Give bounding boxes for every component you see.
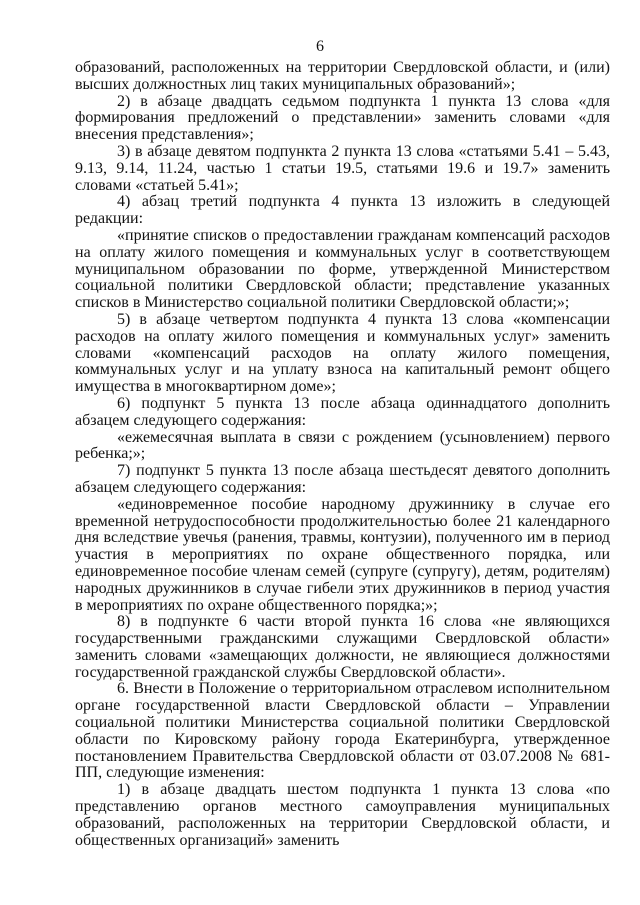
paragraph-continuation: образований, расположенных на территории Свердловской области, и (или) высших должностных лиц таких муниципальных образований»; bbox=[75, 59, 610, 93]
paragraph-section-6-item-1: 1) в абзаце двадцать шестом подпункта 1 пункта 13 слова «по представлению органов местного самоуправления муниципальных образований, расположенных на территории Свердловской области, и общественных организаций» заменить bbox=[75, 781, 610, 849]
document-body bbox=[75, 60, 610, 849]
page-number: 6 bbox=[316, 38, 324, 55]
paragraph-quote-6: «ежемесячная выплата в связи с рождением (усыновлением) первого ребенка;»; bbox=[75, 428, 610, 463]
paragraph-quote-7: «единовременное пособие народному дружиннику в случае его временной нетрудоспособности продолжительностью более 21 календарного дня вследствие увечья (ранения, травмы, контузии), полученного им в период участия в мероприятиях по охране общественного порядка, или единовременное пособие членам семей (супруге (супругу), детям, родителям) народных дружинников в случае гибели этих дружинников в период участия в мероприятиях по охране общественного порядка;»; bbox=[75, 495, 610, 614]
paragraph-item-2: 2) в абзаце двадцать седьмом подпункта 1 пункта 13 слова «для формирования предложений о представлении» заменить словами «для внесения представления»; bbox=[75, 92, 610, 144]
paragraph-section-6: 6. Внести в Положение о территориальном отраслевом исполнительном органе государственной власти Свердловской области – Управлении социальной политики Министерства социальной политики Свердловской области по Кировскому району города Екатеринбурга, утвержденное постановлением Правительства Свердловской области от 03.07.2008 № 681-ПП, следующие изменения: bbox=[75, 680, 610, 782]
paragraph-item-8: 8) в подпункте 6 части второй пункта 16 слова «не являющихся государственными гражданскими служащими Свердловской области» заменить словами «замещающих должности, не являющиеся должностями государственной гражданской службы Свердловской области». bbox=[75, 613, 610, 681]
paragraph-item-6: 6) подпункт 5 пункта 13 после абзаца одиннадцатого дополнить абзацем следующего содержания: bbox=[75, 394, 610, 429]
paragraph-item-7: 7) подпункт 5 пункта 13 после абзаца шестьдесят девятого дополнить абзацем следующего содержания: bbox=[75, 462, 610, 496]
paragraph-quote-4: «принятие списков о предоставлении гражданам компенсаций расходов на оплату жилого помещения и коммунальных услуг в соответствующем муниципальном образовании по форме, утвержденной Министерством социальной политики Свердловской области; представление указанных списков в Министерство социальной политики Свердловской области;»; bbox=[75, 226, 610, 312]
paragraph-item-3: 3) в абзаце девятом подпункта 2 пункта 13 слова «статьями 5.41 – 5.43, 9.13, 9.14, 11.24, частью 1 статьи 19.5, статьями 19.6 и 19.7» заменить словами «статьей 5.41»; bbox=[75, 142, 610, 194]
paragraph-item-4: 4) абзац третий подпункта 4 пункта 13 изложить в следующей редакции: bbox=[75, 193, 610, 228]
paragraph-item-5: 5) в абзаце четвертом подпункта 4 пункта 13 слова «компенсации расходов на оплату жилого помещения и коммунальных услуг» заменить словами «компенсаций расходов на оплату жилого помещения, коммунальных услуг и на уплату взноса на капитальный ремонт общего имущества в многоквартирном доме»; bbox=[75, 310, 610, 396]
